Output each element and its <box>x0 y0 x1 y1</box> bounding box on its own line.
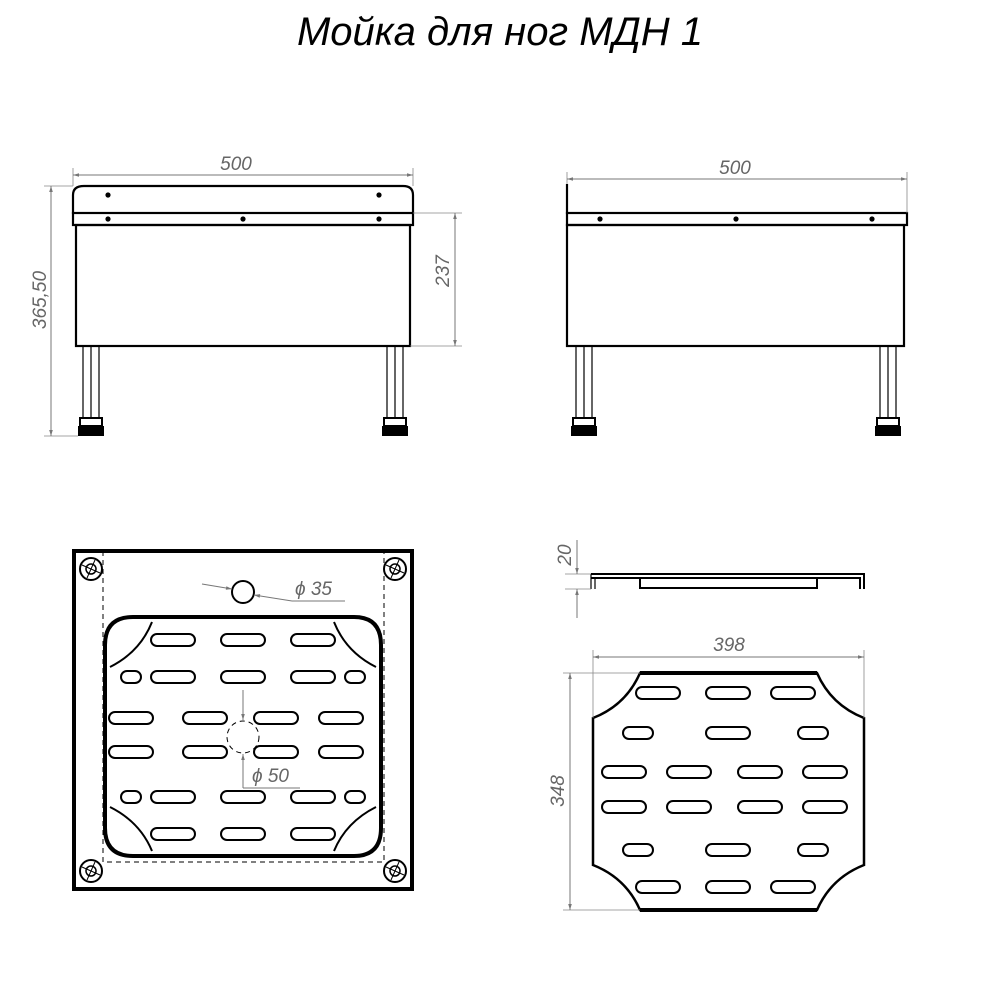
grate-slot <box>221 791 265 803</box>
grate-slot <box>221 634 265 646</box>
grate-slot <box>121 791 141 803</box>
grate-slot <box>151 791 195 803</box>
drawing-title: Мойка для ног МДН 1 <box>296 10 704 54</box>
grate-slot <box>706 844 750 856</box>
side-width-label: 500 <box>719 158 751 179</box>
grate-slot <box>254 746 298 758</box>
faucet-hole <box>232 581 254 603</box>
grate-slot <box>221 828 265 840</box>
grate-slot <box>183 746 227 758</box>
grate-slot <box>667 801 711 813</box>
front-leg-left <box>78 346 104 436</box>
grate-slot <box>183 712 227 724</box>
grate-slot <box>602 766 646 778</box>
grate-slot <box>771 687 815 699</box>
grate-slot <box>738 766 782 778</box>
grate-slot <box>291 671 335 683</box>
grate-slot <box>151 828 195 840</box>
grate-plan-view <box>548 635 864 910</box>
side-view <box>567 158 907 436</box>
front-body <box>76 225 410 346</box>
side-body <box>567 225 904 346</box>
grate-slot <box>798 844 828 856</box>
grate-profile-height-label: 20 <box>555 544 576 566</box>
grate-slot <box>738 801 782 813</box>
grate-slot <box>771 881 815 893</box>
grate-slot <box>706 687 750 699</box>
grate-slot <box>602 801 646 813</box>
front-backsplash <box>73 186 413 214</box>
grate-slot <box>319 746 363 758</box>
front-width-label: 500 <box>220 154 252 175</box>
grate-slot <box>623 727 653 739</box>
grate-slot <box>291 634 335 646</box>
front-view <box>30 154 462 436</box>
grate-slot <box>636 881 680 893</box>
grate-slot <box>706 727 750 739</box>
top-view <box>74 551 412 889</box>
grate-slot <box>623 844 653 856</box>
grate-width-label: 398 <box>713 635 745 656</box>
grate-slot <box>221 671 265 683</box>
grate-slot <box>151 634 195 646</box>
front-height-label: 365,50 <box>30 270 51 330</box>
grate-slot <box>151 671 195 683</box>
side-leg-right <box>875 346 901 436</box>
faucet-hole-label: ϕ 35 <box>295 579 332 600</box>
grate-slot <box>345 791 365 803</box>
grate-slot <box>798 727 828 739</box>
grate-profile-view <box>555 540 864 618</box>
grate-slot <box>109 712 153 724</box>
grate-plate <box>593 673 864 910</box>
side-leg-left <box>571 346 597 436</box>
grate-height-label: 348 <box>548 775 569 807</box>
grate-slot <box>803 766 847 778</box>
grate-slot <box>121 671 141 683</box>
grate-profile-rib <box>640 578 817 588</box>
grate-slot <box>291 828 335 840</box>
grate-slot <box>254 712 298 724</box>
grate-slot <box>706 881 750 893</box>
grate-slot <box>803 801 847 813</box>
drain-hole-label: ϕ 50 <box>252 766 289 787</box>
front-leg-right <box>382 346 408 436</box>
grate-slot <box>109 746 153 758</box>
grate-slot <box>291 791 335 803</box>
grate-slot <box>345 671 365 683</box>
grate-slot <box>636 687 680 699</box>
grate-slot <box>667 766 711 778</box>
top-grate <box>105 617 381 856</box>
front-body-height-label: 237 <box>433 255 454 287</box>
grate-slot <box>319 712 363 724</box>
